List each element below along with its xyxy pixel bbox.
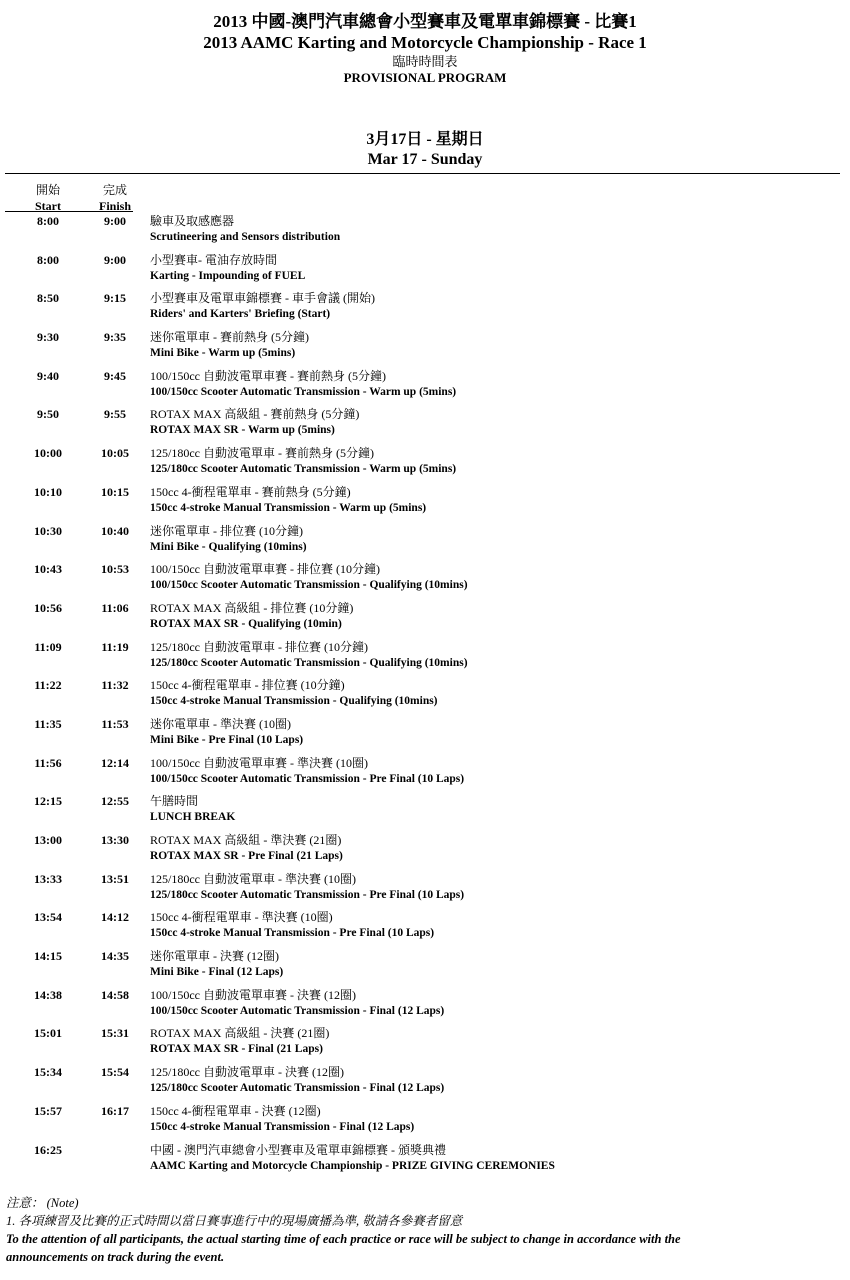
start-time: 12:15 [34, 794, 62, 809]
start-time: 15:57 [34, 1103, 62, 1118]
event-name-english: ROTAX MAX SR - Pre Final (21 Laps) [150, 850, 343, 862]
schedule-row [0, 368, 850, 407]
start-time: 10:10 [34, 484, 62, 499]
event-name-english: 150cc 4-stroke Manual Transmission - Warm up (5mins) [150, 501, 427, 514]
finish-time: 11:19 [101, 639, 129, 654]
finish-time: 9:15 [104, 291, 126, 306]
event-name-english: LUNCH BREAK [150, 811, 236, 824]
document-header [0, 12, 850, 86]
event-name-english: 125/180cc Scooter Automatic Transmission - Qualifying (10mins) [150, 656, 468, 669]
event-name-chinese: 小型賽車- 電油存放時間 [150, 252, 277, 267]
schedule-row [0, 832, 850, 871]
column-header-start [5, 182, 91, 214]
event-name-chinese: ROTAX MAX 高級組 - 準決賽 (21圈) [150, 833, 342, 847]
title-chinese: 2013 中國-澳門汽車總會小型賽車及電單車錦標賽 - 比賽1 [213, 12, 637, 31]
start-time: 9:40 [37, 368, 59, 383]
event-name-chinese: 中國 - 澳門汽車總會小型賽車及電單車錦標賽 - 頒獎典禮 [150, 1142, 446, 1157]
event-name-english: Mini Bike - Qualifying (10mins) [150, 540, 307, 553]
start-time: 13:54 [34, 910, 62, 925]
event-name-english: 150cc 4-stroke Manual Transmission - Final (12 Laps) [150, 1120, 415, 1133]
schedule-row [0, 716, 850, 755]
subtitle-english: PROVISIONAL PROGRAM [343, 70, 507, 85]
schedule-row [0, 909, 850, 948]
event-name-chinese: 150cc 4-衝程電單車 - 準決賽 (10圈) [150, 910, 333, 925]
schedule-row [0, 948, 850, 987]
finish-time: 10:53 [101, 562, 129, 577]
note-item-english-line1: To the attention of all participants, the actual starting time of each practice or race will be subject to change in accordance with the [6, 1232, 681, 1246]
start-time: 13:33 [34, 871, 62, 886]
subtitle-chinese: 臨時時間表 [392, 54, 458, 69]
schedule-row [0, 639, 850, 678]
event-name-chinese: 小型賽車及電單車錦標賽 - 車手會議 (開始) [150, 291, 375, 306]
start-time: 11:22 [34, 678, 62, 693]
finish-label-chinese: 完成 [102, 183, 127, 197]
finish-time: 10:15 [101, 484, 129, 499]
finish-time: 10:40 [101, 523, 129, 538]
finish-time: 9:00 [104, 252, 126, 267]
finish-time: 9:35 [104, 330, 126, 345]
start-time: 10:56 [34, 600, 62, 615]
start-time: 14:38 [34, 987, 62, 1002]
finish-time: 11:06 [101, 600, 129, 615]
event-name-chinese: ROTAX MAX 高級組 - 賽前熱身 (5分鐘) [150, 407, 360, 422]
event-name-english: 125/180cc Scooter Automatic Transmission - Warm up (5mins) [150, 463, 457, 476]
finish-time: 16:17 [101, 1103, 129, 1118]
note-item-english-line2: announcements on track during the event. [6, 1250, 225, 1264]
event-name-chinese: 125/180cc 自動波電單車 - 決賽 (12圈) [150, 1065, 344, 1080]
start-label-english: Start [35, 199, 61, 213]
finish-time: 15:31 [101, 1026, 129, 1041]
event-name-chinese: 100/150cc 自動波電單車賽 - 排位賽 (10分鐘) [150, 562, 380, 577]
schedule-row [0, 1103, 850, 1142]
schedule-row [0, 523, 850, 562]
start-time: 11:09 [34, 639, 62, 654]
event-name-english: Mini Bike - Warm up (5mins) [150, 347, 296, 360]
schedule-row [0, 1025, 850, 1064]
start-time: 10:30 [34, 523, 62, 538]
schedule-row [0, 793, 850, 832]
date-chinese: 3月17日 - 星期日 [366, 131, 484, 148]
schedule-list [0, 213, 850, 1180]
column-header-underline [5, 211, 133, 212]
finish-time: 9:00 [104, 214, 126, 228]
event-name-english: 125/180cc Scooter Automatic Transmission - Pre Final (10 Laps) [150, 888, 465, 901]
finish-time: 14:35 [101, 949, 129, 964]
event-name-english: 100/150cc Scooter Automatic Transmission - Qualifying (10mins) [150, 579, 468, 592]
schedule-row [0, 406, 850, 445]
start-time: 8:00 [37, 252, 59, 267]
event-name-chinese: 150cc 4-衝程電單車 - 排位賽 (10分鐘) [150, 678, 345, 693]
finish-time: 9:55 [104, 407, 126, 422]
notes-section [6, 1194, 836, 1266]
start-time: 8:00 [37, 214, 59, 228]
event-name-chinese: 125/180cc 自動波電單車 - 準決賽 (10圈) [150, 871, 356, 886]
event-name-english: Riders' and Karters' Briefing (Start) [150, 308, 331, 321]
event-name-chinese: 100/150cc 自動波電單車賽 - 賽前熱身 (5分鐘) [150, 368, 386, 383]
event-name-chinese: 150cc 4-衝程電單車 - 決賽 (12圈) [150, 1103, 321, 1118]
event-name-english: ROTAX MAX SR - Final (21 Laps) [150, 1043, 323, 1056]
event-name-chinese: ROTAX MAX 高級組 - 排位賽 (10分鐘) [150, 600, 354, 615]
start-time: 11:35 [34, 716, 62, 731]
schedule-row [0, 252, 850, 291]
finish-time: 12:14 [101, 755, 129, 770]
event-name-chinese: 150cc 4-衝程電單車 - 賽前熱身 (5分鐘) [150, 484, 351, 499]
event-name-chinese: 迷你電單車 - 準決賽 (10圈) [150, 716, 291, 731]
start-time: 9:50 [37, 407, 59, 422]
start-time: 13:00 [34, 833, 62, 847]
event-name-chinese: ROTAX MAX 高級組 - 決賽 (21圈) [150, 1026, 330, 1041]
event-name-english: Mini Bike - Final (12 Laps) [150, 966, 284, 979]
event-name-chinese: 125/180cc 自動波電單車 - 排位賽 (10分鐘) [150, 639, 368, 654]
schedule-row [0, 561, 850, 600]
column-header-finish [92, 182, 138, 214]
finish-time: 15:54 [101, 1065, 129, 1080]
start-time: 9:30 [37, 330, 59, 345]
event-name-chinese: 125/180cc 自動波電單車 - 賽前熱身 (5分鐘) [150, 446, 374, 461]
schedule-row [0, 329, 850, 368]
title-english: 2013 AAMC Karting and Motorcycle Championship - Race 1 [203, 33, 647, 52]
start-time: 14:15 [34, 949, 62, 964]
notes-label: 注意： (Note) [6, 1196, 79, 1210]
start-time: 10:00 [34, 446, 62, 461]
header-divider [5, 173, 840, 174]
event-name-chinese: 迷你電單車 - 排位賽 (10分鐘) [150, 523, 303, 538]
finish-time: 12:55 [101, 794, 129, 809]
schedule-row [0, 871, 850, 910]
event-name-english: 150cc 4-stroke Manual Transmission - Qualifying (10mins) [150, 695, 438, 708]
schedule-row [0, 1064, 850, 1103]
event-name-english: 100/150cc Scooter Automatic Transmission - Warm up (5mins) [150, 385, 457, 398]
event-name-english: ROTAX MAX SR - Warm up (5mins) [150, 424, 335, 437]
event-name-english: Karting - Impounding of FUEL [150, 269, 306, 282]
finish-time: 14:12 [101, 910, 129, 925]
finish-time: 14:58 [101, 987, 129, 1002]
finish-time: 10:05 [101, 446, 129, 461]
finish-time: 13:51 [101, 871, 129, 886]
schedule-row [0, 600, 850, 639]
event-name-english: 100/150cc Scooter Automatic Transmission - Pre Final (10 Laps) [150, 772, 465, 785]
event-name-english: 100/150cc Scooter Automatic Transmission - Final (12 Laps) [150, 1004, 445, 1017]
start-label-chinese: 開始 [35, 183, 60, 197]
finish-time: 11:53 [101, 716, 129, 731]
event-name-english: 150cc 4-stroke Manual Transmission - Pre Final (10 Laps) [150, 927, 435, 940]
schedule-row [0, 213, 850, 252]
start-time: 8:50 [37, 291, 59, 306]
event-name-chinese: 100/150cc 自動波電單車賽 - 決賽 (12圈) [150, 987, 356, 1002]
start-time: 16:25 [34, 1142, 62, 1157]
event-name-chinese: 迷你電單車 - 賽前熱身 (5分鐘) [150, 330, 309, 345]
event-date [0, 130, 850, 170]
schedule-row [0, 677, 850, 716]
event-name-chinese: 驗車及取感應器 [150, 214, 235, 228]
event-name-chinese: 100/150cc 自動波電單車賽 - 準決賽 (10圈) [150, 755, 368, 770]
finish-time: 9:45 [104, 368, 126, 383]
schedule-row [0, 484, 850, 523]
finish-time: 11:32 [101, 678, 129, 693]
start-time: 15:01 [34, 1026, 62, 1041]
schedule-row [0, 987, 850, 1026]
event-name-english: 125/180cc Scooter Automatic Transmission - Final (12 Laps) [150, 1082, 445, 1095]
schedule-row [0, 755, 850, 794]
schedule-row [0, 290, 850, 329]
finish-time: 13:30 [101, 833, 129, 847]
event-name-chinese: 午膳時間 [150, 794, 199, 809]
schedule-row [0, 1142, 850, 1181]
schedule-row [0, 445, 850, 484]
event-name-english: ROTAX MAX SR - Qualifying (10min) [150, 617, 342, 630]
event-name-english: Scrutineering and Sensors distribution [150, 231, 341, 243]
date-english: Mar 17 - Sunday [367, 151, 483, 168]
finish-label-english: Finish [98, 199, 131, 213]
event-name-english: AAMC Karting and Motorcycle Championship - PRIZE GIVING CEREMONIES [150, 1159, 555, 1172]
event-name-chinese: 迷你電單車 - 決賽 (12圈) [150, 949, 279, 964]
event-name-english: Mini Bike - Pre Final (10 Laps) [150, 733, 304, 746]
note-item-chinese: 1. 各項練習及比賽的正式時間以當日賽事進行中的現場廣播為準, 敬請各參賽者留意 [6, 1214, 463, 1228]
start-time: 11:56 [34, 755, 62, 770]
start-time: 15:34 [34, 1065, 62, 1080]
start-time: 10:43 [34, 562, 62, 577]
